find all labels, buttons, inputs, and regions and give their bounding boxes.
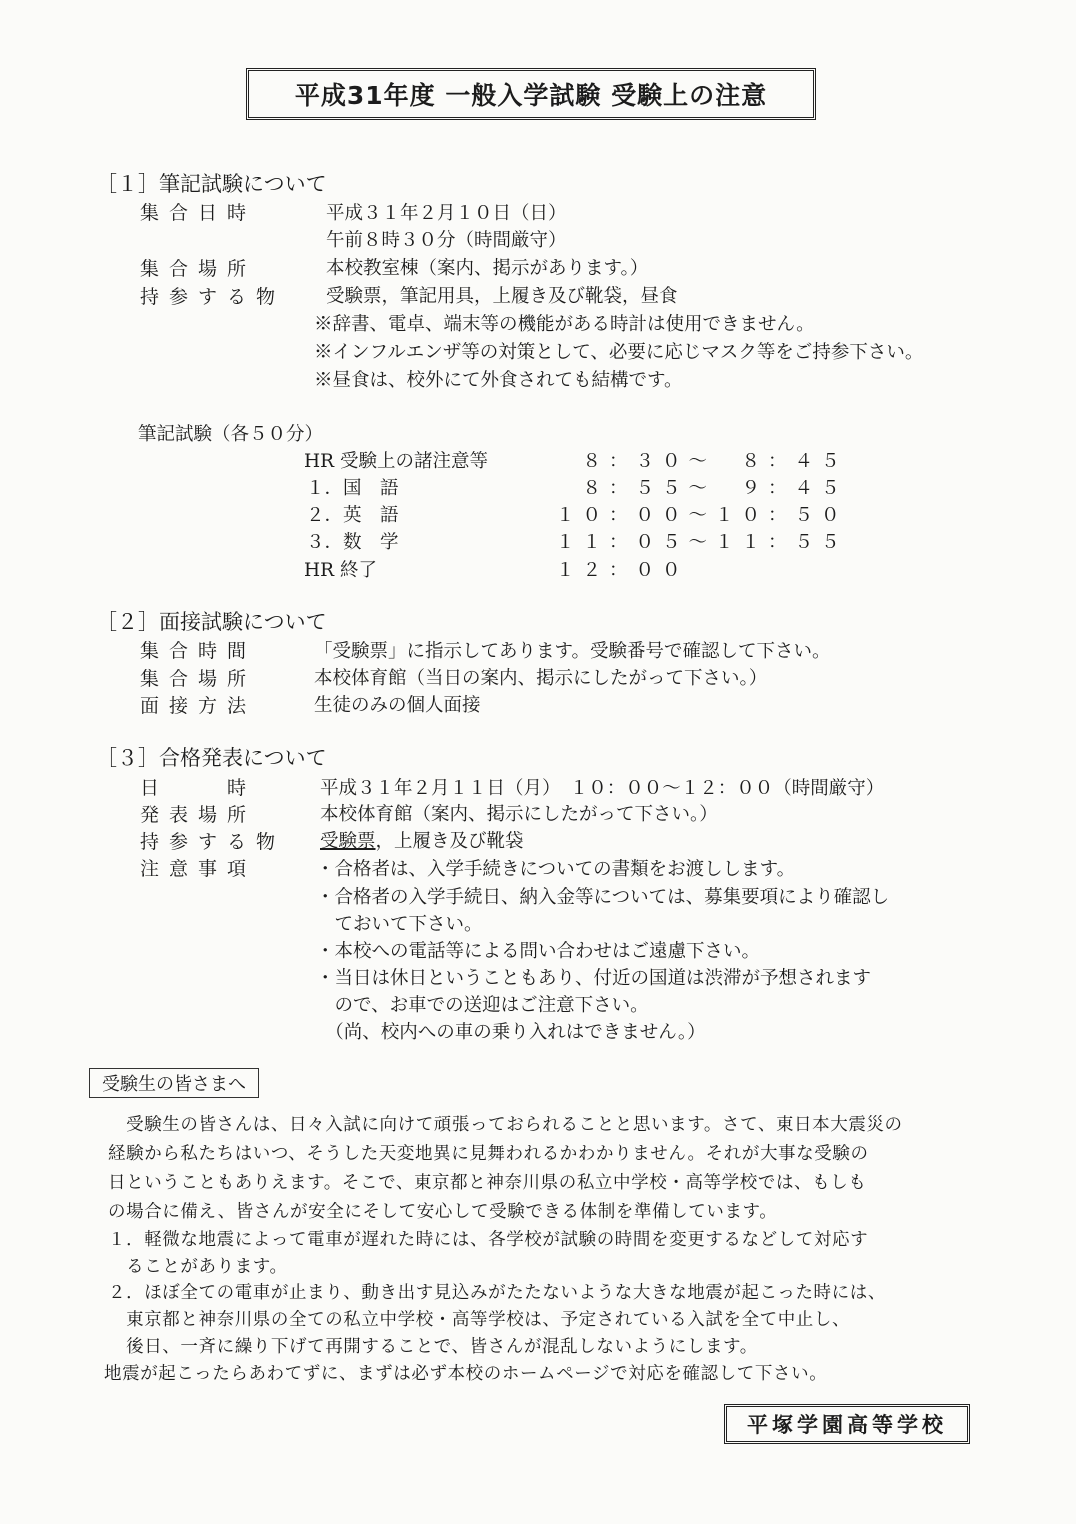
schedule-item-name: HR 受験上の諸注意等 bbox=[304, 451, 488, 472]
students-line: 経験から私たちはいつ、そうした天変地異に見舞われるかわかりません。それが大事な受験の bbox=[108, 1144, 869, 1164]
students-line: 受験生の皆さんは、日々入試に向けて頑張っておられることと思います。さて、東日本大震災の bbox=[108, 1115, 903, 1135]
section1-assembly-label: 集合日時 bbox=[140, 202, 257, 224]
section1-place-value: 本校教室棟（案内、掲示があります。） bbox=[326, 258, 649, 279]
section3-notice: （尚、校内への車の乗り入れはできません。） bbox=[316, 1022, 706, 1043]
section3-notice-label: 注意事項 bbox=[140, 858, 257, 880]
section1-items-value: 受験票，筆記用具，上履き及び靴袋，昼食 bbox=[326, 286, 678, 307]
schedule-heading: 筆記試験（各５０分） bbox=[138, 424, 324, 445]
section3-items-label: 持参する物 bbox=[140, 831, 286, 853]
schedule-item-name: HR 終了 bbox=[304, 560, 377, 581]
students-line: 東京都と神奈川県の全ての私立中学校・高等学校は、予定されている入試を全て中止し、 bbox=[108, 1310, 851, 1330]
document-title: 平成31年度 一般入学試験 受験上の注意 bbox=[246, 68, 816, 120]
section3-heading: ［３］合格発表について bbox=[96, 746, 327, 770]
students-line: １．軽微な地震によって電車が遅れた時には、各学校が試験の時間を変更するなどして対応す bbox=[108, 1230, 869, 1250]
section3-date-label: 日 時 bbox=[140, 777, 257, 799]
students-line: 地震が起こったらあわてずに、まずは必ず本校のホームページで対応を確認して下さい。 bbox=[104, 1364, 828, 1384]
students-heading: 受験生の皆さまへ bbox=[89, 1068, 259, 1098]
section1-place-label: 集合場所 bbox=[140, 258, 257, 280]
section3-notice: ・当日は休日ということもあり、付近の国道は渋滞が予想されます bbox=[316, 968, 872, 989]
section2-heading: ［２］面接試験について bbox=[96, 610, 327, 634]
section3-notice: ・本校への電話等による問い合わせはご遠慮下さい。 bbox=[316, 941, 761, 962]
section2-method-value: 生徒のみの個人面接 bbox=[314, 695, 481, 716]
schedule-item-time: １２：００ bbox=[556, 560, 689, 581]
schedule-item-name: ２．英 語 bbox=[306, 505, 399, 526]
section1-note: ※昼食は、校外にて外食されても結構です。 bbox=[314, 370, 683, 391]
section1-heading: ［１］筆記試験について bbox=[96, 172, 327, 196]
section3-notice: ・合格者の入学手続日、納入金等については、募集要項により確認し bbox=[316, 887, 890, 908]
schedule-item-name: ３．数 学 bbox=[306, 532, 399, 553]
schedule-item-name: １．国 語 bbox=[306, 478, 399, 499]
students-line: の場合に備え、皆さんが安全にそして安心して受験できる体制を準備しています。 bbox=[108, 1202, 778, 1222]
students-line: ることがあります。 bbox=[108, 1257, 288, 1277]
section3-notice: ておいて下さい。 bbox=[316, 914, 483, 935]
students-line: 後日、一斉に繰り下げて再開することで、皆さんが混乱しないようにします。 bbox=[108, 1337, 758, 1357]
section2-place-label: 集合場所 bbox=[140, 668, 257, 690]
section1-note: ※辞書、電卓、端末等の機能がある時計は使用できません。 bbox=[314, 314, 815, 335]
schedule-item-time: ８：３０〜 ８：４５ bbox=[556, 451, 848, 472]
section2-method-label: 面接方法 bbox=[140, 695, 257, 717]
school-name: 平塚学園高等学校 bbox=[724, 1404, 970, 1444]
students-line: 日ということもありえます。そこで、東京都と神奈川県の私立中学校・高等学校では、もしも bbox=[108, 1173, 867, 1193]
section2-time-value: 「受験票」に指示してあります。受験番号で確認して下さい。 bbox=[314, 641, 831, 662]
schedule-item-time: １０：００〜１０：５０ bbox=[556, 505, 848, 526]
section2-place-value: 本校体育館（当日の案内、掲示にしたがって下さい。） bbox=[314, 668, 768, 689]
section2-time-label: 集合時間 bbox=[140, 640, 257, 662]
section1-assembly-time: 午前８時３０分（時間厳守） bbox=[326, 230, 567, 251]
section3-notice: ・合格者は、入学手続きについての書類をお渡しします。 bbox=[316, 859, 796, 880]
section3-place-label: 発表場所 bbox=[140, 804, 257, 826]
students-line: ２．ほぼ全ての電車が止まり、動き出す見込みがたたないような大きな地震が起こった時には、 bbox=[108, 1283, 886, 1303]
section3-notice: ので、お車での送迎はご注意下さい。 bbox=[316, 995, 649, 1016]
schedule-item-time: ８：５５〜 ９：４５ bbox=[556, 478, 848, 499]
section3-items-value: 受験票，上履き及び靴袋 bbox=[320, 831, 524, 852]
section3-date-value: 平成３１年２月１１日（月） １０：００〜１２：００（時間厳守） bbox=[320, 778, 885, 799]
section1-assembly-date: 平成３１年２月１０日（日） bbox=[326, 203, 567, 224]
section3-place-value: 本校体育館（案内、掲示にしたがって下さい。） bbox=[320, 804, 718, 825]
schedule-item-time: １１：０５〜１１：５５ bbox=[556, 532, 848, 553]
section1-note: ※インフルエンザ等の対策として、必要に応じマスク等をご持参下さい。 bbox=[314, 342, 924, 363]
admission-ticket-underlined: 受験票 bbox=[320, 831, 376, 852]
section1-items-label: 持参する物 bbox=[140, 286, 286, 308]
